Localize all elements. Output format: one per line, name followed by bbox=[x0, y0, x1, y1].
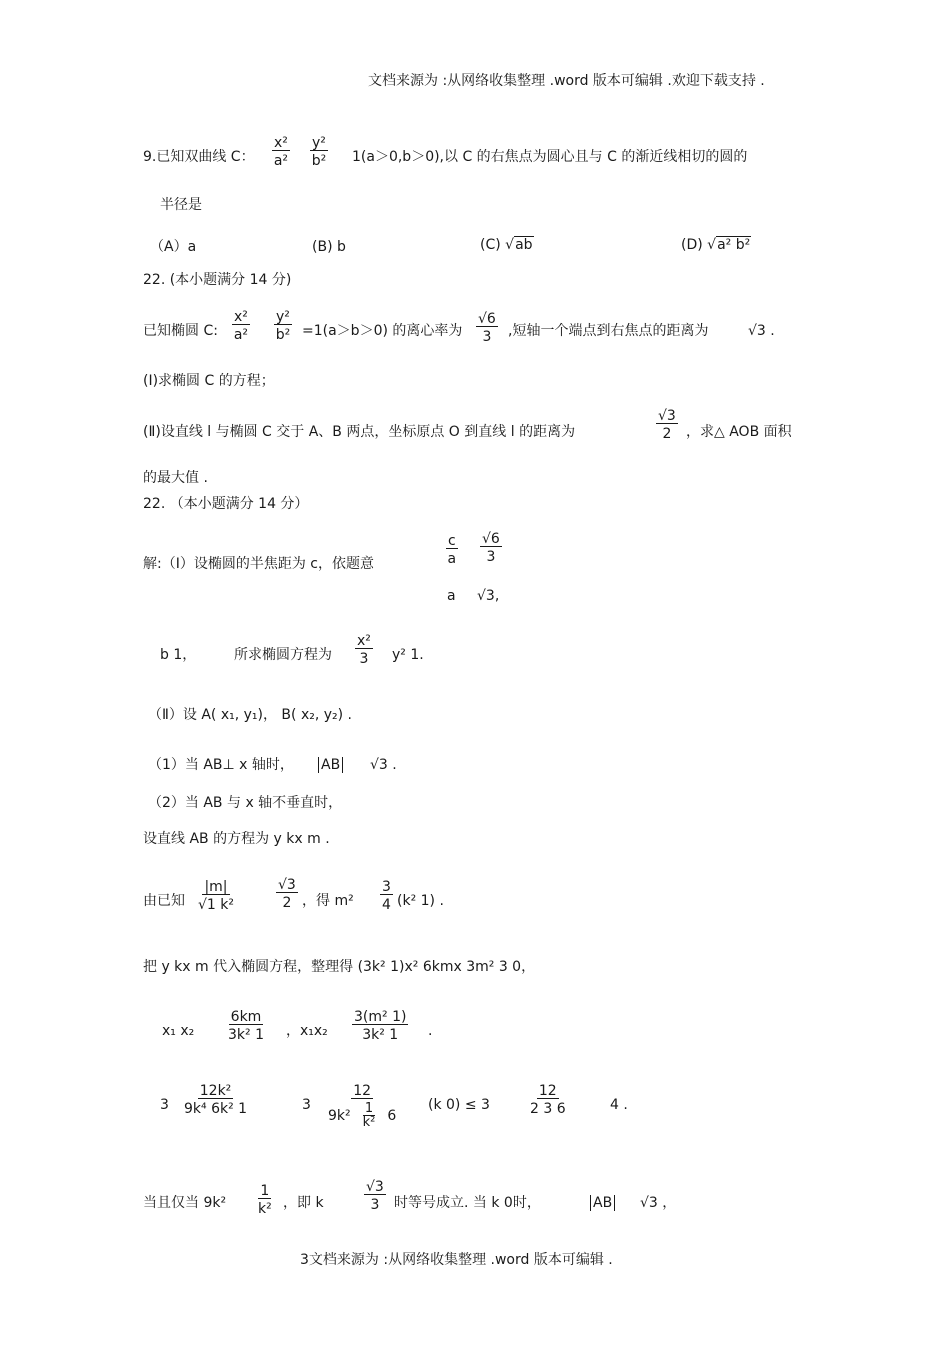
solution-ineq-f1-num: 12k² bbox=[199, 1083, 232, 1099]
solution-known-c-num: 3 bbox=[382, 879, 391, 895]
solution-sqrt6-over-3 bbox=[480, 532, 502, 564]
solution-eq-prefix: 当且仅当 9k² bbox=[143, 1195, 227, 1211]
solution-ineq-f2-den bbox=[328, 1099, 396, 1129]
q9-option-d-radicand: a² b² bbox=[717, 237, 751, 253]
q22-eccentricity bbox=[476, 312, 498, 344]
solution-eq-k-frac bbox=[364, 1180, 386, 1212]
q22-title: 22. (本小题满分 14 分) bbox=[143, 272, 292, 288]
q9-text: 1(a＞0,b＞0),以 C 的右焦点为圆心且与 C 的渐近线相切的圆的 bbox=[352, 149, 748, 165]
solution-ineq-3a: 3 bbox=[160, 1097, 169, 1113]
solution-c-over-a bbox=[446, 534, 458, 566]
q22-part2-suffix: ，求△ AOB 面积 bbox=[686, 424, 792, 440]
solution-ineq-3b: 3 bbox=[302, 1097, 311, 1113]
solution-ineq-frac3 bbox=[530, 1084, 566, 1116]
solution-ineq-f3-den: 2 3 6 bbox=[530, 1101, 566, 1117]
solution-eq-mid: ，即 k bbox=[283, 1195, 324, 1211]
solution-case1-ab bbox=[318, 758, 343, 772]
solution-ell-den: 3 bbox=[359, 651, 369, 667]
solution-prod-frac bbox=[352, 1010, 408, 1042]
solution-case1: （1）当 AB⊥ x 轴时， bbox=[148, 757, 294, 773]
solution-sum-den: 3k² 1 bbox=[228, 1027, 264, 1043]
solution-known-c-frac bbox=[380, 880, 393, 912]
solution-substitution: 把 y kx m 代入椭圆方程，整理得 (3k² 1)x² 6kmx 3m² 3 0， bbox=[143, 959, 536, 975]
q9-option-a: （A）a bbox=[150, 239, 197, 255]
solution-ineq-f2-den-b-den: k² bbox=[362, 1115, 376, 1130]
q22-part2: (Ⅱ)设直线 l 与椭圆 C 交于 A、B 两点，坐标原点 O 到直线 l 的距离为 bbox=[143, 424, 576, 440]
solution-eq-k-den: 3 bbox=[370, 1197, 380, 1213]
q9-option-d-label: (D) bbox=[681, 237, 703, 253]
solution-ellipse-frac bbox=[355, 634, 373, 666]
solution-ineq-end: 4 . bbox=[610, 1097, 628, 1113]
solution-ineq-f2-num: 12 bbox=[353, 1083, 372, 1099]
solution-b-line: b 1， bbox=[160, 647, 197, 663]
solution-known-r-num: √3 bbox=[278, 877, 296, 893]
solution-ineq-frac2 bbox=[328, 1084, 396, 1129]
solution-known-num: |m| bbox=[204, 879, 228, 895]
solution-known-r-den: 2 bbox=[282, 895, 292, 911]
solution-case2: （2）当 AB 与 x 轴不垂直时， bbox=[148, 795, 343, 811]
q9-frac2-den: b² bbox=[311, 153, 327, 169]
q22-part2-line2: 的最大值 . bbox=[143, 470, 208, 486]
q22-ecc-den: 3 bbox=[482, 329, 492, 345]
q22-ellipse-y-den: b² bbox=[275, 327, 291, 343]
solution-ineq-f2-den-c: 6 bbox=[387, 1107, 397, 1124]
solution-known-den: √1 k² bbox=[198, 897, 234, 913]
solution-sum-num: 6km bbox=[230, 1009, 262, 1025]
solution-ineq-f2-den-b-num: 1 bbox=[364, 1101, 374, 1116]
solution-sum-frac bbox=[228, 1010, 264, 1042]
solution-row2-rhs: √3, bbox=[477, 588, 500, 604]
solution-ellipse-rhs: y² 1. bbox=[392, 647, 424, 663]
q22-part2-den: 2 bbox=[662, 426, 672, 442]
solution-eq-k-num: √3 bbox=[366, 1179, 384, 1195]
q9-fraction-x bbox=[272, 136, 290, 168]
solution-line-eq: 设直线 AB 的方程为 y kx m . bbox=[143, 831, 330, 847]
solution-title: 22. （本小题满分 14 分） bbox=[143, 496, 309, 512]
page-footer: 3文档来源为 :从网络收集整理 .word 版本可编辑 . bbox=[300, 1252, 613, 1268]
solution-known-c-den: 4 bbox=[382, 897, 391, 913]
solution-b-line-mid: 所求椭圆方程为 bbox=[234, 647, 332, 663]
q9-option-c-label: (C) bbox=[480, 237, 501, 253]
page-header: 文档来源为 :从网络收集整理 .word 版本可编辑 .欢迎下载支持 . bbox=[368, 73, 765, 89]
solution-eq-end: √3 ， bbox=[640, 1195, 677, 1211]
solution-ineq-f1-den: 9k⁴ 6k² 1 bbox=[184, 1101, 248, 1117]
solution-known-prefix: 由已知 bbox=[143, 893, 185, 909]
solution-ineq-mid: (k 0) ≤ 3 bbox=[428, 1097, 490, 1113]
solution-ineq-frac1 bbox=[184, 1084, 247, 1116]
solution-ineq-f3-num: 12 bbox=[538, 1083, 557, 1099]
solution-row2-a: a bbox=[447, 588, 456, 604]
q9-frac1-num: x² bbox=[274, 135, 288, 151]
solution-sys-a: a bbox=[447, 551, 457, 567]
solution-prod-num: 3(m² 1) bbox=[354, 1009, 407, 1025]
solution-sys-sqrt6: √6 bbox=[482, 531, 500, 547]
solution-sum-lhs: x₁ x₂ bbox=[162, 1023, 195, 1039]
q22-part2-num: √3 bbox=[658, 408, 676, 424]
q9-fraction-y bbox=[310, 136, 328, 168]
solution-eq-f-num: 1 bbox=[260, 1183, 270, 1199]
q9-frac2-num: y² bbox=[312, 135, 326, 151]
solution-known-frac bbox=[198, 880, 234, 912]
solution-known-r-frac bbox=[276, 878, 298, 910]
solution-known-mid: ，得 m² bbox=[302, 893, 354, 909]
q22-ellipse-x bbox=[232, 310, 250, 342]
solution-eq-frac bbox=[258, 1184, 272, 1216]
q22-stem-end: √3 . bbox=[748, 323, 775, 339]
q22-ellipse-y-num: y² bbox=[276, 309, 290, 325]
q22-ellipse-x-num: x² bbox=[234, 309, 248, 325]
q22-stem-suffix: ,短轴一个端点到右焦点的距离为 bbox=[508, 323, 709, 339]
q22-stem-mid: =1(a＞b＞0) 的离心率为 bbox=[302, 323, 463, 339]
solution-prod-lhs: ，x₁x₂ bbox=[286, 1023, 328, 1039]
solution-part2-intro: （Ⅱ）设 A( x₁, y₁)， B( x₂, y₂) . bbox=[148, 707, 353, 723]
solution-known-suffix: (k² 1) . bbox=[397, 893, 444, 909]
q9-option-c: (C) √ab bbox=[480, 237, 533, 253]
solution-case1-rhs: √3 . bbox=[370, 757, 397, 773]
solution-ineq-f2-den-b bbox=[363, 1102, 376, 1129]
solution-eq-ab-text: AB bbox=[590, 1195, 615, 1211]
q9-line2: 半径是 bbox=[160, 197, 202, 213]
q9-option-c-radicand: ab bbox=[515, 237, 533, 253]
solution-eq-ab bbox=[590, 1196, 615, 1210]
solution-prod-den: 3k² 1 bbox=[362, 1027, 399, 1043]
solution-eq-suffix: 时等号成立. 当 k 0时， bbox=[394, 1195, 541, 1211]
q22-stem-prefix: 已知椭圆 C: bbox=[143, 323, 218, 339]
solution-eq-f-den: k² bbox=[258, 1201, 272, 1217]
q22-ecc-num: √6 bbox=[478, 311, 496, 327]
solution-sys-c: c bbox=[448, 533, 456, 549]
q9-frac1-den: a² bbox=[273, 153, 289, 169]
q22-ellipse-x-den: a² bbox=[233, 327, 249, 343]
solution-ell-num: x² bbox=[357, 633, 371, 649]
solution-case1-ab-text: AB bbox=[318, 757, 343, 773]
q9-prefix: 9.已知双曲线 C： bbox=[143, 149, 255, 165]
solution-sys-3: 3 bbox=[486, 549, 496, 565]
q22-part2-distance bbox=[656, 409, 678, 441]
q22-ellipse-y bbox=[274, 310, 292, 342]
solution-intro: 解:（Ⅰ）设椭圆的半焦距为 c，依题意 bbox=[143, 556, 374, 572]
q9-option-b: (B) b bbox=[312, 239, 346, 255]
q9-option-d: (D) √a² b² bbox=[681, 237, 751, 253]
solution-ineq-f2-den-a: 9k² bbox=[328, 1107, 351, 1124]
solution-prod-end: . bbox=[428, 1023, 433, 1039]
q22-part1: (Ⅰ)求椭圆 C 的方程； bbox=[143, 373, 275, 389]
